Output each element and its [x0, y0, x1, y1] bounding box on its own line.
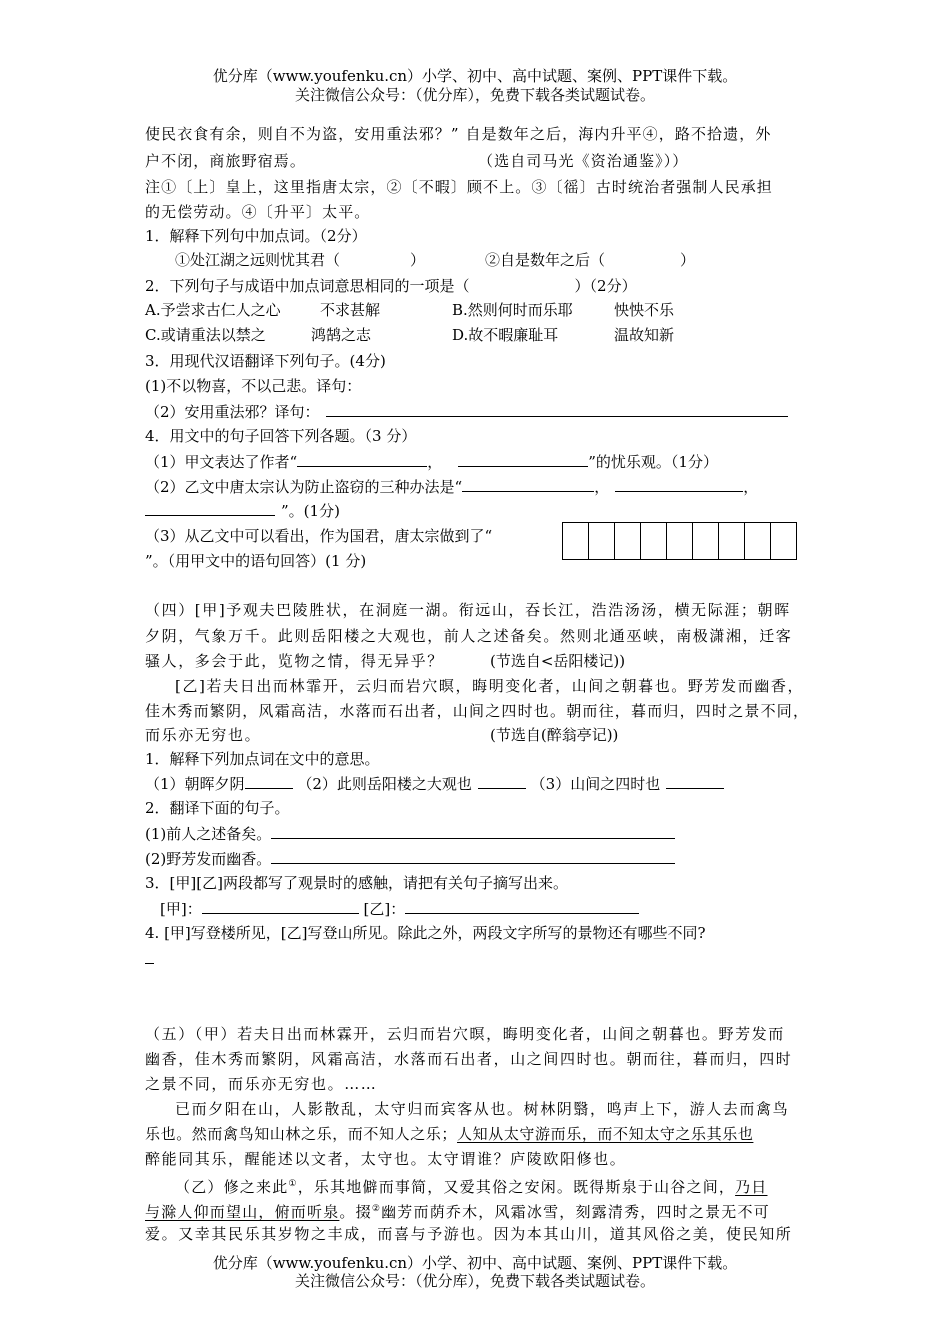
question-4a-text: （1）甲文表达了作者“ — [145, 453, 298, 471]
question-3-answers — [160, 898, 639, 919]
passage-line: 幽香，佳木秀而繁阴，风霜高洁，水落而石出者，山之间四时也。朝而往，暮而归，四时 — [145, 1050, 793, 1068]
note-line: 的无偿劳动。④〔升平〕太平。 — [145, 203, 371, 221]
grid-cell[interactable] — [667, 523, 693, 559]
question-4c-cont: ”。（用甲文中的语句回答）(1 分) — [145, 552, 367, 570]
passage-line: （四）[甲]予观夫巴陵胜状，在洞庭一湖。衔远山，吞长江，浩浩汤汤，横无际涯；朝晖 — [145, 601, 791, 619]
answer-line[interactable] — [202, 898, 359, 914]
answer-line[interactable] — [478, 773, 526, 789]
source-citation: (节选自(醉翁亭记)) — [490, 726, 619, 744]
question-2a-text: (1)前人之述备矣。 — [145, 825, 272, 843]
passage-text: 。掇 — [339, 1203, 372, 1221]
underlined-sentence: 乃日 — [735, 1178, 768, 1196]
answer-line[interactable] — [145, 948, 154, 964]
passage-text: 骚人，多会于此，览物之情，得无异乎？ — [145, 652, 444, 670]
grid-cell[interactable] — [641, 523, 667, 559]
question-4b-text: （2）乙文中唐太宗认为防止盗窃的三种办法是“ — [145, 478, 463, 496]
answer-line[interactable] — [458, 451, 588, 467]
question-3: 3．[甲][乙]两段都写了观景时的感触，请把有关句子摘写出来。 — [145, 874, 568, 892]
option-b: B.然则何时而乐耶 — [452, 301, 573, 319]
passage-line — [175, 1174, 768, 1197]
option-a: A.予尝求古仁人之心 — [145, 301, 281, 319]
paren-close: ） — [680, 251, 696, 269]
question-2a — [145, 823, 675, 844]
footnote-marker: ① — [288, 1179, 298, 1189]
question-3a: (1)不以物喜，不以己悲。译句： — [145, 377, 362, 395]
passage-line: 爱。又幸其民乐其岁物之丰成，而喜与予游也。因为本其山川，道其风俗之美，使民知所 — [145, 1225, 793, 1243]
question-2b — [145, 848, 675, 869]
source-citation: (节选自<岳阳楼记)) — [490, 652, 626, 670]
passage-line — [145, 151, 689, 171]
question-4a — [145, 451, 718, 472]
grid-cell[interactable] — [615, 523, 641, 559]
passage-text: 户不闭，商旅野宿焉。 — [145, 152, 307, 170]
question-1b-text: ②自是数年之后（ — [485, 251, 606, 269]
header-line-1: 优分库（www.youfenku.cn）小学、初中、高中试题、案例、PPT课件下载。 — [212, 67, 738, 85]
option-a-idiom: 不求甚解 — [320, 301, 381, 319]
question-4-answer — [145, 948, 154, 969]
question-2-text: 2．下列句子与成语中加点词意思相同的一项是（ — [145, 277, 470, 295]
grid-cell[interactable] — [563, 523, 589, 559]
passage-line — [145, 725, 619, 745]
question-2-score: ）（2分） — [574, 277, 637, 295]
paren-close: ） — [410, 251, 426, 269]
passage-line — [145, 651, 626, 671]
question-3: 3．用现代汉语翻译下列句子。(4分) — [145, 352, 386, 370]
passage-text: 而乐亦无穷也。 — [145, 726, 262, 744]
passage-line: 醉能同其乐，醒能述以文者，太守也。太守谓谁？庐陵欧阳修也。 — [145, 1150, 627, 1168]
option-c-idiom: 鸿鹄之志 — [311, 326, 372, 344]
question-2: 2．翻译下面的句子。 — [145, 799, 290, 817]
note-line: 注①〔上〕皇上，这里指唐太宗，②〔不暇〕顾不上。③〔徭〕古时统治者强制人民承担 — [145, 178, 773, 196]
header-line-2: 关注微信公众号：（优分库），免费下载各类试题试卷。 — [294, 86, 655, 104]
underlined-sentence: 与滁人仰而望山，俯而听泉 — [145, 1203, 340, 1221]
answer-line[interactable] — [245, 773, 293, 789]
passage-text: 幽芳而荫乔木，风霜冰雪，刻露清秀，四时之景无不可 — [381, 1203, 770, 1221]
question-3b — [145, 401, 788, 422]
answer-line[interactable] — [297, 451, 427, 467]
answer-line[interactable] — [145, 500, 275, 516]
option-d-idiom: 温故知新 — [614, 326, 675, 344]
passage-text: ，乐其地僻而事简，又爱其俗之安闲。既得斯泉于山谷之间， — [297, 1178, 736, 1196]
passage-line: 已而夕阳在山，人影散乱，太守归而宾客从也。树林阴翳，鸣声上下，游人去而禽鸟 — [175, 1100, 790, 1118]
answer-line[interactable] — [271, 823, 675, 839]
answer-label-a: [甲]： — [160, 900, 202, 918]
footnote-marker: ② — [371, 1204, 382, 1214]
comma: ， — [743, 478, 759, 496]
question-1c-text: （3）山间之四时也 — [530, 775, 661, 793]
answer-label-b: [乙]： — [363, 900, 406, 918]
question-4b-cont — [145, 500, 340, 521]
grid-cell[interactable] — [719, 523, 745, 559]
question-1b — [485, 250, 695, 270]
grid-cell[interactable] — [771, 523, 797, 559]
footer-line-2: 关注微信公众号：（优分库），免费下载各类试题试卷。 — [294, 1272, 655, 1290]
answer-line[interactable] — [666, 773, 724, 789]
question-4a-end: ”的忧乐观。（1分） — [588, 453, 718, 471]
question-4: 4. [甲]写登楼所见，[乙]写登山所见。除此之外，两段文字所写的景物还有哪些不同? — [145, 924, 706, 942]
underlined-sentence: 人知从太守游而乐，而不知太守之乐其乐也 — [457, 1125, 754, 1143]
question-4b-end: ”。(1分) — [281, 502, 340, 520]
passage-text: 乐也。然而禽鸟知山林之乐，而不知人之乐； — [145, 1125, 458, 1143]
question-3b-text: （2）安用重法邪？译句： — [145, 403, 320, 421]
option-c: C.或请重法以禁之 — [145, 326, 266, 344]
question-2 — [145, 276, 637, 296]
question-1a — [175, 250, 425, 270]
question-1a-text: ①处江湖之远则忧其君（ — [175, 251, 341, 269]
answer-line[interactable] — [615, 476, 743, 492]
passage-text: （乙）修之来此 — [175, 1178, 289, 1196]
question-4b — [145, 476, 758, 497]
answer-grid[interactable] — [562, 522, 797, 560]
question-1-items — [145, 773, 724, 794]
answer-line[interactable] — [271, 848, 675, 864]
comma: ， — [594, 478, 610, 496]
option-d: D.故不暇廉耻耳 — [452, 326, 559, 344]
question-1: 1．解释下列加点词在文中的意思。 — [145, 750, 380, 768]
question-1a-text: （1）朝晖夕阴 — [145, 775, 245, 793]
passage-line: （五）（甲）若夫日出而林霖开，云归而岩穴暝，晦明变化者，山间之朝暮也。野芳发而 — [145, 1025, 785, 1043]
passage-line: [乙]若夫日出而林霏开，云归而岩穴暝，晦明变化者，山间之朝暮也。野芳发而幽香， — [175, 677, 805, 695]
question-1b-text: （2）此则岳阳楼之大观也 — [297, 775, 472, 793]
question-2b-text: (2)野芳发而幽香。 — [145, 850, 272, 868]
question-4: 4．用文中的句子回答下列各题。（3 分） — [145, 427, 417, 445]
comma: ， — [427, 453, 443, 471]
passage-line: 佳木秀而繁阴，风霜高洁，水落而石出者，山间之四时也。朝而往，暮而归，四时之景不同， — [145, 702, 810, 720]
answer-line[interactable] — [462, 476, 594, 492]
question-4c: （3）从乙文中可以看出，作为国君，唐太宗做到了“ — [145, 527, 493, 545]
answer-line[interactable] — [405, 898, 639, 914]
grid-cell[interactable] — [589, 523, 615, 559]
passage-line — [145, 1199, 770, 1222]
passage-line: 夕阴，气象万千。此则岳阳楼之大观也，前人之述备矣。然则北通巫峡，南极潇湘，迁客 — [145, 627, 793, 645]
option-b-idiom: 怏怏不乐 — [614, 301, 675, 319]
question-1: 1．解释下列句中加点词。（2分） — [145, 227, 367, 245]
grid-cell[interactable] — [693, 523, 719, 559]
source-citation: （选自司马光《资治通鉴》）） — [478, 152, 689, 170]
footer-line-1: 优分库（www.youfenku.cn）小学、初中、高中试题、案例、PPT课件下载。 — [212, 1254, 738, 1272]
grid-cell[interactable] — [745, 523, 771, 559]
passage-line — [145, 1124, 753, 1144]
passage-line: 使民衣食有余，则自不为盗，安用重法邪？” 自是数年之后，海内升平④，路不拾遗，外 — [145, 125, 772, 143]
answer-line[interactable] — [326, 401, 788, 417]
passage-line: 之景不同，而乐亦无穷也。…… — [145, 1075, 378, 1093]
